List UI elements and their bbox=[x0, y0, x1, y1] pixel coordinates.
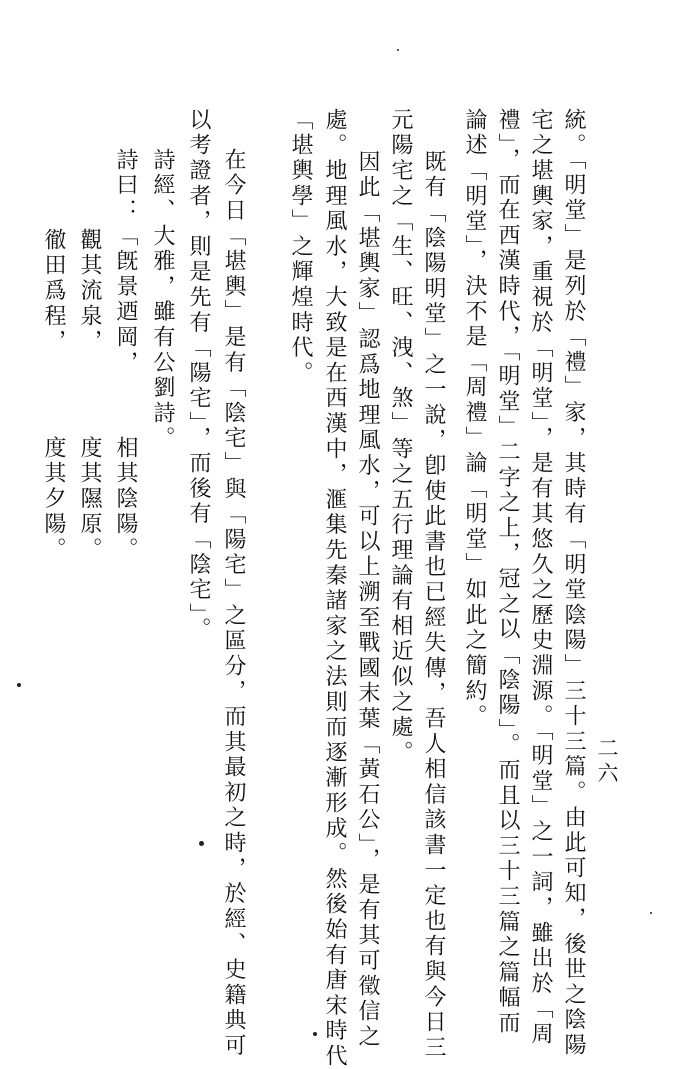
text-column-7: 因此「堪輿家」認爲地理風水，可以上溯至戰國末葉「黃石公」，是有其可徵信之 bbox=[355, 150, 380, 1050]
text-column-9: 「堪輿學」之輝煌時代。 bbox=[288, 108, 313, 387]
text-column-16: 度其隰原。 bbox=[77, 436, 102, 563]
text-column-8: 處。地理風水，大致是在西漢中，滙集先秦諸家之法則而逐漸形成。然後始有唐宋時代 bbox=[322, 108, 347, 1069]
text-column-3: 禮」，而在西漢時代，「明堂」二字之上，冠之以「陰陽」。而且以三十三篇之篇幅而 bbox=[495, 108, 520, 1037]
text-column-11: 以考證者，則是先有「陽宅」，而後有「陰宅」。 bbox=[186, 108, 211, 643]
text-column-10: 在今日「堪輿」是有「陰宅」與「陽宅」之區分，而其最初之時，於經、史籍典可 bbox=[221, 148, 246, 1059]
text-column-12: 詩經、大雅，雖有公劉詩。 bbox=[150, 148, 175, 452]
text-column-1: 統。「明堂」是列於「禮」家，其時有「明堂陰陽」三十三篇。由此可知，後世之陰陽 bbox=[561, 108, 586, 1059]
scan-speck bbox=[17, 683, 21, 687]
scan-speck bbox=[199, 841, 204, 846]
text-column-17: 徹田爲程， bbox=[41, 228, 66, 355]
scan-speck bbox=[313, 1032, 317, 1036]
scan-speck bbox=[650, 912, 652, 914]
text-column-2: 宅之堪輿家，重視於「明堂」，是有其悠久之歷史淵源。「明堂」之一詞，雖出於「周 bbox=[528, 108, 553, 1048]
text-column-18: 度其夕陽。 bbox=[41, 436, 66, 563]
text-column-6: 元陽宅之「生、旺、洩、煞」等之五行理論有相近似之處。 bbox=[388, 108, 413, 766]
scan-speck bbox=[397, 49, 399, 51]
text-column-14: 相其陰陽。 bbox=[113, 436, 138, 563]
page-number: 二六 bbox=[595, 737, 619, 787]
text-column-13: 詩曰：「旣景迺岡， bbox=[113, 148, 138, 376]
text-column-5: 既有「陰陽明堂」之一說，卽使此書也已經失傳，吾人相信該書一定也有與今日三 bbox=[421, 150, 446, 1061]
text-column-15: 觀其流泉， bbox=[77, 228, 102, 355]
text-column-4: 論述「明堂」，決不是「周禮」論「明堂」如此之簡約。 bbox=[462, 108, 487, 730]
